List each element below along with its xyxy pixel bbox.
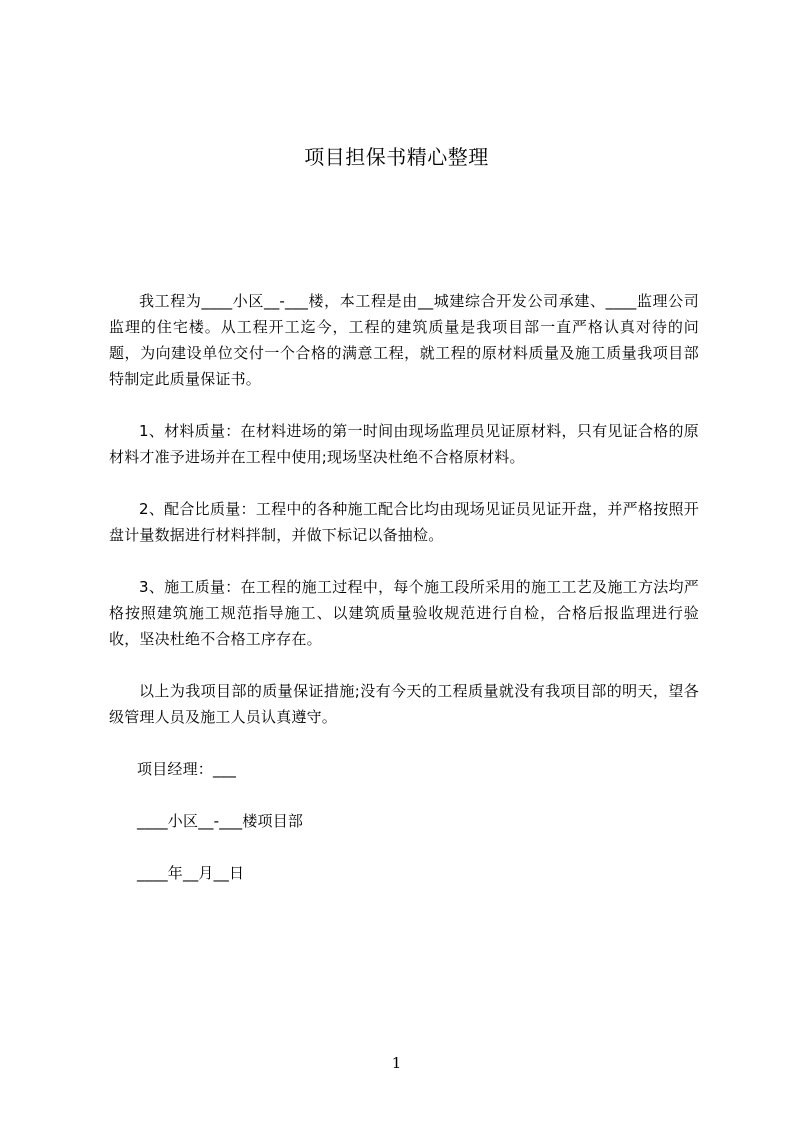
closing-paragraph: 以上为我项目部的质量保证措施;没有今天的工程质量就没有我项目部的明天，望各级管理人员及施工人员认真遵守。 [109, 682, 699, 726]
document-body [109, 288, 699, 886]
intro-paragraph: 我工程为____小区__-___楼，本工程是由__城建综合开发公司承建、____监理公司监理的住宅楼。从工程开工迄今，工程的建筑质量是我项目部一直严格认真对待的问题，为向建设单位交付一个合格的满意工程，就工程的原材料质量及施工质量我项目部特制定此质量保证书。 [109, 292, 699, 388]
construction-quality-paragraph: 3、施工质量：在工程的施工过程中，每个施工段所采用的施工工艺及施工方法均严格按照建筑施工规范指导施工、以建筑质量验收规范进行自检，合格后报监理进行验收，坚决杜绝不合格工序存在。 [109, 578, 699, 648]
project-manager-line: 项目经理：___ [137, 760, 237, 778]
project-department-line: ____小区__-___楼项目部 [137, 812, 304, 830]
material-quality-paragraph: 1、材料质量：在材料进场的第一时间由现场监理员见证原材料，只有见证合格的原材料才准予进场并在工程中使用;现场坚决杜绝不合格原材料。 [109, 422, 699, 466]
date-line: ____年__月__日 [137, 864, 245, 882]
mix-ratio-quality-paragraph: 2、配合比质量：工程中的各种施工配合比均由现场见证员见证开盘，并严格按照开盘计量数据进行材料拌制，并做下标记以备抽检。 [109, 500, 699, 544]
document-title: 项目担保书精心整理 [304, 145, 489, 169]
page-number: 1 [391, 1054, 402, 1072]
